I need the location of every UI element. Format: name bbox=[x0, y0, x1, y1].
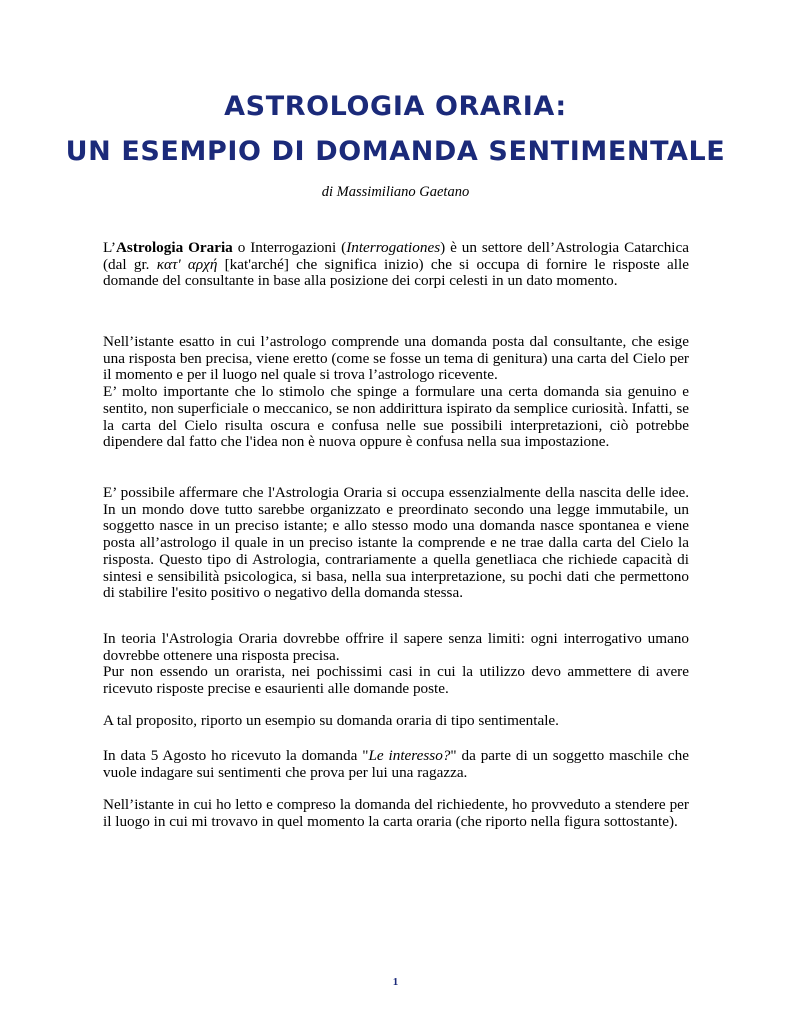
paragraph: A tal proposito, riporto un esempio su domanda oraria di tipo sentimentale. bbox=[103, 712, 559, 729]
text-run: " da parte di un soggetto maschile che vuole indagare sui sentimenti che prova per lui una ragazza. bbox=[103, 747, 689, 781]
author-byline: di Massimiliano Gaetano bbox=[321, 184, 470, 200]
body-section-7 bbox=[103, 797, 689, 830]
text-run: ) è un settore dell’Astrologia Catarchica (dal gr. bbox=[103, 239, 689, 273]
text-run: [kat'arché] che significa inizio) che si occupa di fornire le risposte alle domande del consultante in base alla posizione dei corpi celesti in un dato momento. bbox=[103, 255, 689, 290]
body-section-5 bbox=[103, 713, 689, 730]
text-run: In data 5 Agosto ho ricevuto la domanda " bbox=[103, 747, 369, 764]
body-section-4 bbox=[103, 631, 689, 698]
bold-term: Astrologia Oraria bbox=[115, 239, 233, 256]
paragraph: In teoria l'Astrologia Oraria dovrebbe offrire il sapere senza limiti: ogni interrogativo umano dovrebbe ottenere una risposta precisa. bbox=[103, 630, 689, 664]
paragraph: Nell’istante in cui ho letto e compreso la domanda del richiedente, ho provveduto a stendere per il luogo in cui mi trovavo in quel momento la carta oraria (che riporto nella figura sottostante). bbox=[103, 796, 689, 830]
text-run: o Interrogazioni ( bbox=[232, 239, 347, 256]
greek-term: κατ' αρχή bbox=[156, 255, 218, 273]
paragraph: Nell’istante esatto in cui l’astrologo comprende una domanda posta dal consultante, che esige una risposta ben precisa, viene eretto (come se fosse un tema di genitura) una carta del Cielo per il momento e per il luogo nel quale si trova l’astrologo ricevente. bbox=[103, 333, 689, 384]
document-title-line-2: UN ESEMPIO DI DOMANDA SENTIMENTALE bbox=[65, 136, 726, 167]
italic-term: Interrogationes bbox=[346, 239, 441, 256]
paragraph: Pur non essendo un orarista, nei pochissimi casi in cui la utilizzo devo ammettere di avere ricevuto risposte precise e esaurienti alle domande poste. bbox=[103, 663, 689, 698]
body-section-6 bbox=[103, 748, 689, 781]
paragraph: E’ molto importante che lo stimolo che spinge a formulare una certa domanda sia genuino e sentito, non superficiale o meccanico, se non addirittura ispirato da semplice curiosità. Infatti, se la carta del Cielo risulta oscura e confusa nelle sue possibili interpretazioni, ciò potrebbe dipendere dal fatto che l'idea non è nuova oppure è confusa nella sua impostazione. bbox=[103, 383, 689, 451]
italic-quote: Le interesso? bbox=[368, 747, 451, 764]
paragraph: E’ possibile affermare che l'Astrologia Oraria si occupa essenzialmente della nascita delle idee. In un mondo dove tutto sarebbe organizzato e preordinato secondo una legge immutabile, un soggetto nasce in un preciso istante; e allo stesso modo una domanda nasce spontanea e viene posta all’astrologo il quale in un preciso istante la comprende e ne trae dalla carta del Cielo la risposta. Questo tipo di Astrologia, contrariamente a quella genetliaca che richiede capacità di sintesi e sensibilità psicologica, si basa, nella sua interpretazione, su pochi dati che permettono di stabilire l'esito positivo o negativo della domanda stessa. bbox=[103, 484, 689, 602]
text-run: L’ bbox=[103, 239, 116, 256]
body-section-2 bbox=[103, 334, 689, 451]
intro-paragraph bbox=[103, 240, 689, 290]
document-title-line-1: ASTROLOGIA ORARIA: bbox=[224, 91, 567, 122]
page-number: 1 bbox=[392, 976, 399, 988]
body-section-3 bbox=[103, 485, 689, 602]
